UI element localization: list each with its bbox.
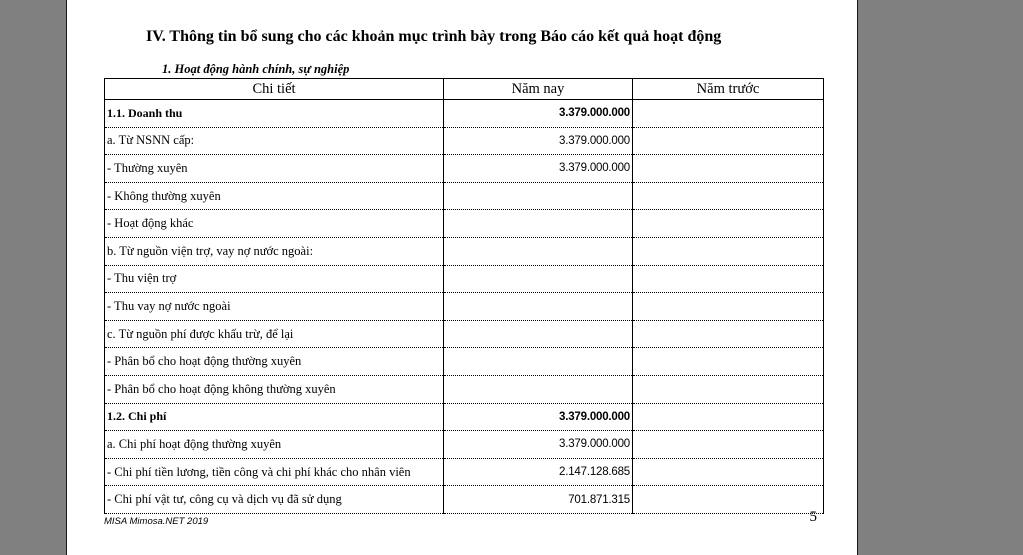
row-label: - Thu viện trợ xyxy=(105,265,444,293)
row-label: b. Từ nguồn viện trợ, vay nợ nước ngoài: xyxy=(105,237,444,265)
row-label: - Thường xuyên xyxy=(105,155,444,183)
table-row xyxy=(105,403,824,431)
row-label: - Không thường xuyên xyxy=(105,182,444,210)
header-detail: Chi tiết xyxy=(105,79,444,100)
table-row xyxy=(105,293,824,321)
table-row xyxy=(105,265,824,293)
row-current-value xyxy=(444,265,633,293)
row-label: a. Chi phí hoạt động thường xuyên xyxy=(105,431,444,459)
row-previous-value xyxy=(633,155,824,183)
table-row xyxy=(105,458,824,486)
row-label: a. Từ NSNN cấp: xyxy=(105,127,444,155)
row-label: 1.1. Doanh thu xyxy=(105,100,444,128)
row-previous-value xyxy=(633,293,824,321)
row-current-value xyxy=(444,375,633,403)
row-current-value xyxy=(444,237,633,265)
row-previous-value xyxy=(633,182,824,210)
row-previous-value xyxy=(633,458,824,486)
row-current-value: 3.379.000.000 xyxy=(444,100,633,128)
table-row xyxy=(105,431,824,459)
row-current-value: 3.379.000.000 xyxy=(444,127,633,155)
table-header-row xyxy=(105,79,824,100)
row-label: - Thu vay nợ nước ngoài xyxy=(105,293,444,321)
row-label: - Phân bổ cho hoạt động không thường xuyên xyxy=(105,375,444,403)
row-current-value xyxy=(444,293,633,321)
row-current-value xyxy=(444,182,633,210)
table-row xyxy=(105,155,824,183)
row-label: - Hoạt động khác xyxy=(105,210,444,238)
row-current-value: 701.871.315 xyxy=(444,486,633,514)
table-row xyxy=(105,375,824,403)
row-current-value xyxy=(444,210,633,238)
table-row xyxy=(105,100,824,128)
table-row xyxy=(105,210,824,238)
footer-brand: MISA Mimosa.NET 2019 xyxy=(104,516,209,527)
row-label: - Chi phí tiền lương, tiền công và chi phí khác cho nhân viên xyxy=(105,458,444,486)
row-previous-value xyxy=(633,210,824,238)
row-label: 1.2. Chi phí xyxy=(105,403,444,431)
table-row xyxy=(105,320,824,348)
row-previous-value xyxy=(633,265,824,293)
row-current-value: 3.379.000.000 xyxy=(444,431,633,459)
subsection-title: 1. Hoạt động hành chính, sự nghiệp xyxy=(162,62,350,76)
row-current-value xyxy=(444,348,633,376)
row-previous-value xyxy=(633,431,824,459)
table-row xyxy=(105,237,824,265)
table-row xyxy=(105,182,824,210)
header-previous-year: Năm trước xyxy=(633,79,824,100)
row-label: - Phân bổ cho hoạt động thường xuyên xyxy=(105,348,444,376)
row-previous-value xyxy=(633,375,824,403)
row-previous-value xyxy=(633,348,824,376)
row-label: c. Từ nguồn phí được khấu trừ, để lại xyxy=(105,320,444,348)
row-previous-value xyxy=(633,100,824,128)
row-current-value: 2.147.128.685 xyxy=(444,458,633,486)
row-previous-value xyxy=(633,486,824,514)
report-table xyxy=(104,78,824,514)
table-row xyxy=(105,348,824,376)
row-previous-value xyxy=(633,127,824,155)
row-label: - Chi phí vật tư, công cụ và dịch vụ đã sử dụng xyxy=(105,486,444,514)
table-row xyxy=(105,486,824,514)
row-previous-value xyxy=(633,320,824,348)
row-current-value: 3.379.000.000 xyxy=(444,403,633,431)
row-current-value: 3.379.000.000 xyxy=(444,155,633,183)
document-page xyxy=(66,0,858,555)
row-current-value xyxy=(444,320,633,348)
page-number: 5 xyxy=(809,509,817,525)
row-previous-value xyxy=(633,403,824,431)
header-current-year: Năm nay xyxy=(444,79,633,100)
section-title: IV. Thông tin bổ sung cho các khoản mục trình bày trong Báo cáo kết quả hoạt động xyxy=(146,28,722,45)
row-previous-value xyxy=(633,237,824,265)
table-row xyxy=(105,127,824,155)
